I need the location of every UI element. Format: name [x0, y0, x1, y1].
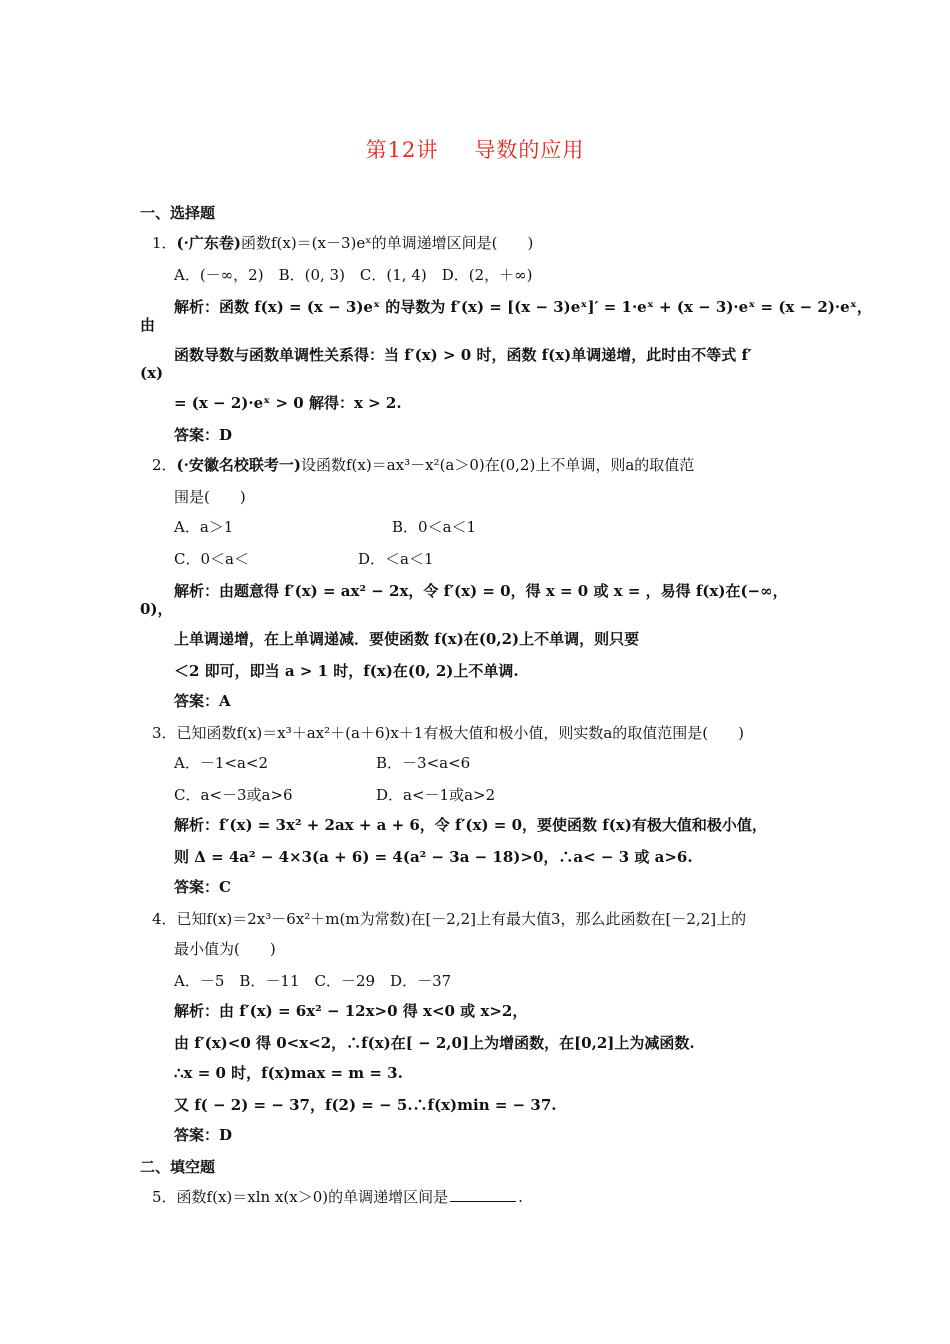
question-4-solution-line-1: 解析：由 f′(x) = 6x² − 12x>0 得 x<0 或 x>2， — [174, 1002, 528, 1020]
question-4-stem-line-1: 4．已知f(x)＝2x³－6x²＋m(m为常数)在[－2,2]上有最大值3，那么此函数在[－2,2]上的 — [152, 910, 747, 928]
question-4-answer: 答案：D — [174, 1126, 233, 1144]
question-1-solution-line-1: 解析：函数 f(x) = (x − 3)eˣ 的导数为 f′(x) = [(x − 3)eˣ]′ = 1·eˣ + (x − 3)·eˣ = (x − 2)·eˣ， — [174, 298, 872, 316]
question-3-option-a: A．－1<a<2 — [174, 754, 268, 772]
question-2-stem-line-2: 围是( ) — [174, 488, 246, 506]
question-1-solution-wrap-1: 由 — [140, 316, 156, 334]
question-5-stem: 5．函数f(x)＝xln x(x＞0)的单调递增区间是 . — [152, 1188, 523, 1206]
section-heading-choice: 一、选择题 — [140, 204, 216, 222]
question-1-solution-line-3: = (x − 2)·eˣ > 0 解得：x > 2. — [174, 394, 402, 412]
question-3-solution-line-1: 解析：f′(x) = 3x² + 2ax + a + 6，令 f′(x) = 0，要使函数 f(x)有极大值和极小值， — [174, 816, 767, 834]
question-3-option-d: D．a<－1或a>2 — [376, 786, 496, 804]
question-2-solution-line-3: ＜2 即可，即当 a > 1 时，f(x)在(0, 2)上不单调. — [174, 662, 519, 680]
question-2-solution-wrap-1: 0)， — [140, 600, 173, 618]
question-4-stem-line-2: 最小值为( ) — [174, 940, 276, 958]
question-2-option-d: D．＜a＜1 — [358, 550, 434, 568]
question-2-option-a: A．a＞1 — [174, 518, 234, 536]
question-3-solution-line-2: 则 Δ = 4a² − 4×3(a + 6) = 4(a² − 3a − 18)>0，∴a< − 3 或 a>6. — [174, 848, 693, 866]
section-heading-fill: 二、填空题 — [140, 1158, 216, 1176]
question-4-options: A．－5 B．－11 C．－29 D．－37 — [174, 972, 452, 990]
page-title — [0, 134, 950, 164]
question-3-stem: 3．已知函数f(x)＝x³＋ax²＋(a＋6)x＋1有极大值和极小值，则实数a的取值范围是( ) — [152, 724, 744, 742]
question-4-solution-line-3: ∴x = 0 时，f(x)max = m = 3. — [174, 1064, 403, 1082]
question-1-options: A．(－∞，2) B．(0, 3) C．(1, 4) D．(2，＋∞) — [174, 266, 533, 284]
question-1-answer: 答案：D — [174, 426, 233, 444]
lecture-number: 第12讲 — [365, 138, 439, 162]
question-1-stem: 1．(·广东卷)函数f(x)＝(x－3)eˣ的单调递增区间是( ) — [152, 234, 534, 252]
question-3-option-b: B．－3<a<6 — [376, 754, 471, 772]
question-2-solution-line-1: 解析：由题意得 f′(x) = ax² − 2x，令 f′(x) = 0，得 x = 0 或 x = ，易得 f(x)在(−∞， — [174, 582, 788, 600]
answer-blank[interactable] — [450, 1187, 516, 1202]
question-1-solution-wrap-2: (x) — [140, 364, 164, 382]
question-3-option-c: C．a<－3或a>6 — [174, 786, 293, 804]
question-2-solution-line-2: 上单调递增，在上单调递减．要使函数 f(x)在(0,2)上不单调，则只要 — [174, 630, 640, 648]
question-2-stem-line-1: 2．(·安徽名校联考一)设函数f(x)＝ax³－x²(a＞0)在(0,2)上不单调，则a的取值范 — [152, 456, 695, 474]
question-4-solution-line-4: 又 f( − 2) = − 37，f(2) = − 5.∴f(x)min = − 37. — [174, 1096, 557, 1114]
question-2-option-b: B．0＜a＜1 — [392, 518, 477, 536]
question-4-solution-line-2: 由 f′(x)<0 得 0<x<2，∴f(x)在[ − 2,0]上为增函数，在[0,2]上为减函数. — [174, 1034, 695, 1052]
question-2-answer: 答案：A — [174, 692, 231, 710]
question-3-answer: 答案：C — [174, 878, 231, 896]
question-1-solution-line-2: 函数导数与函数单调性关系得：当 f′(x) > 0 时，函数 f(x)单调递增，此时由不等式 f′ — [174, 346, 752, 364]
lecture-topic: 导数的应用 — [474, 138, 585, 162]
question-2-option-c: C．0＜a＜ — [174, 550, 249, 568]
